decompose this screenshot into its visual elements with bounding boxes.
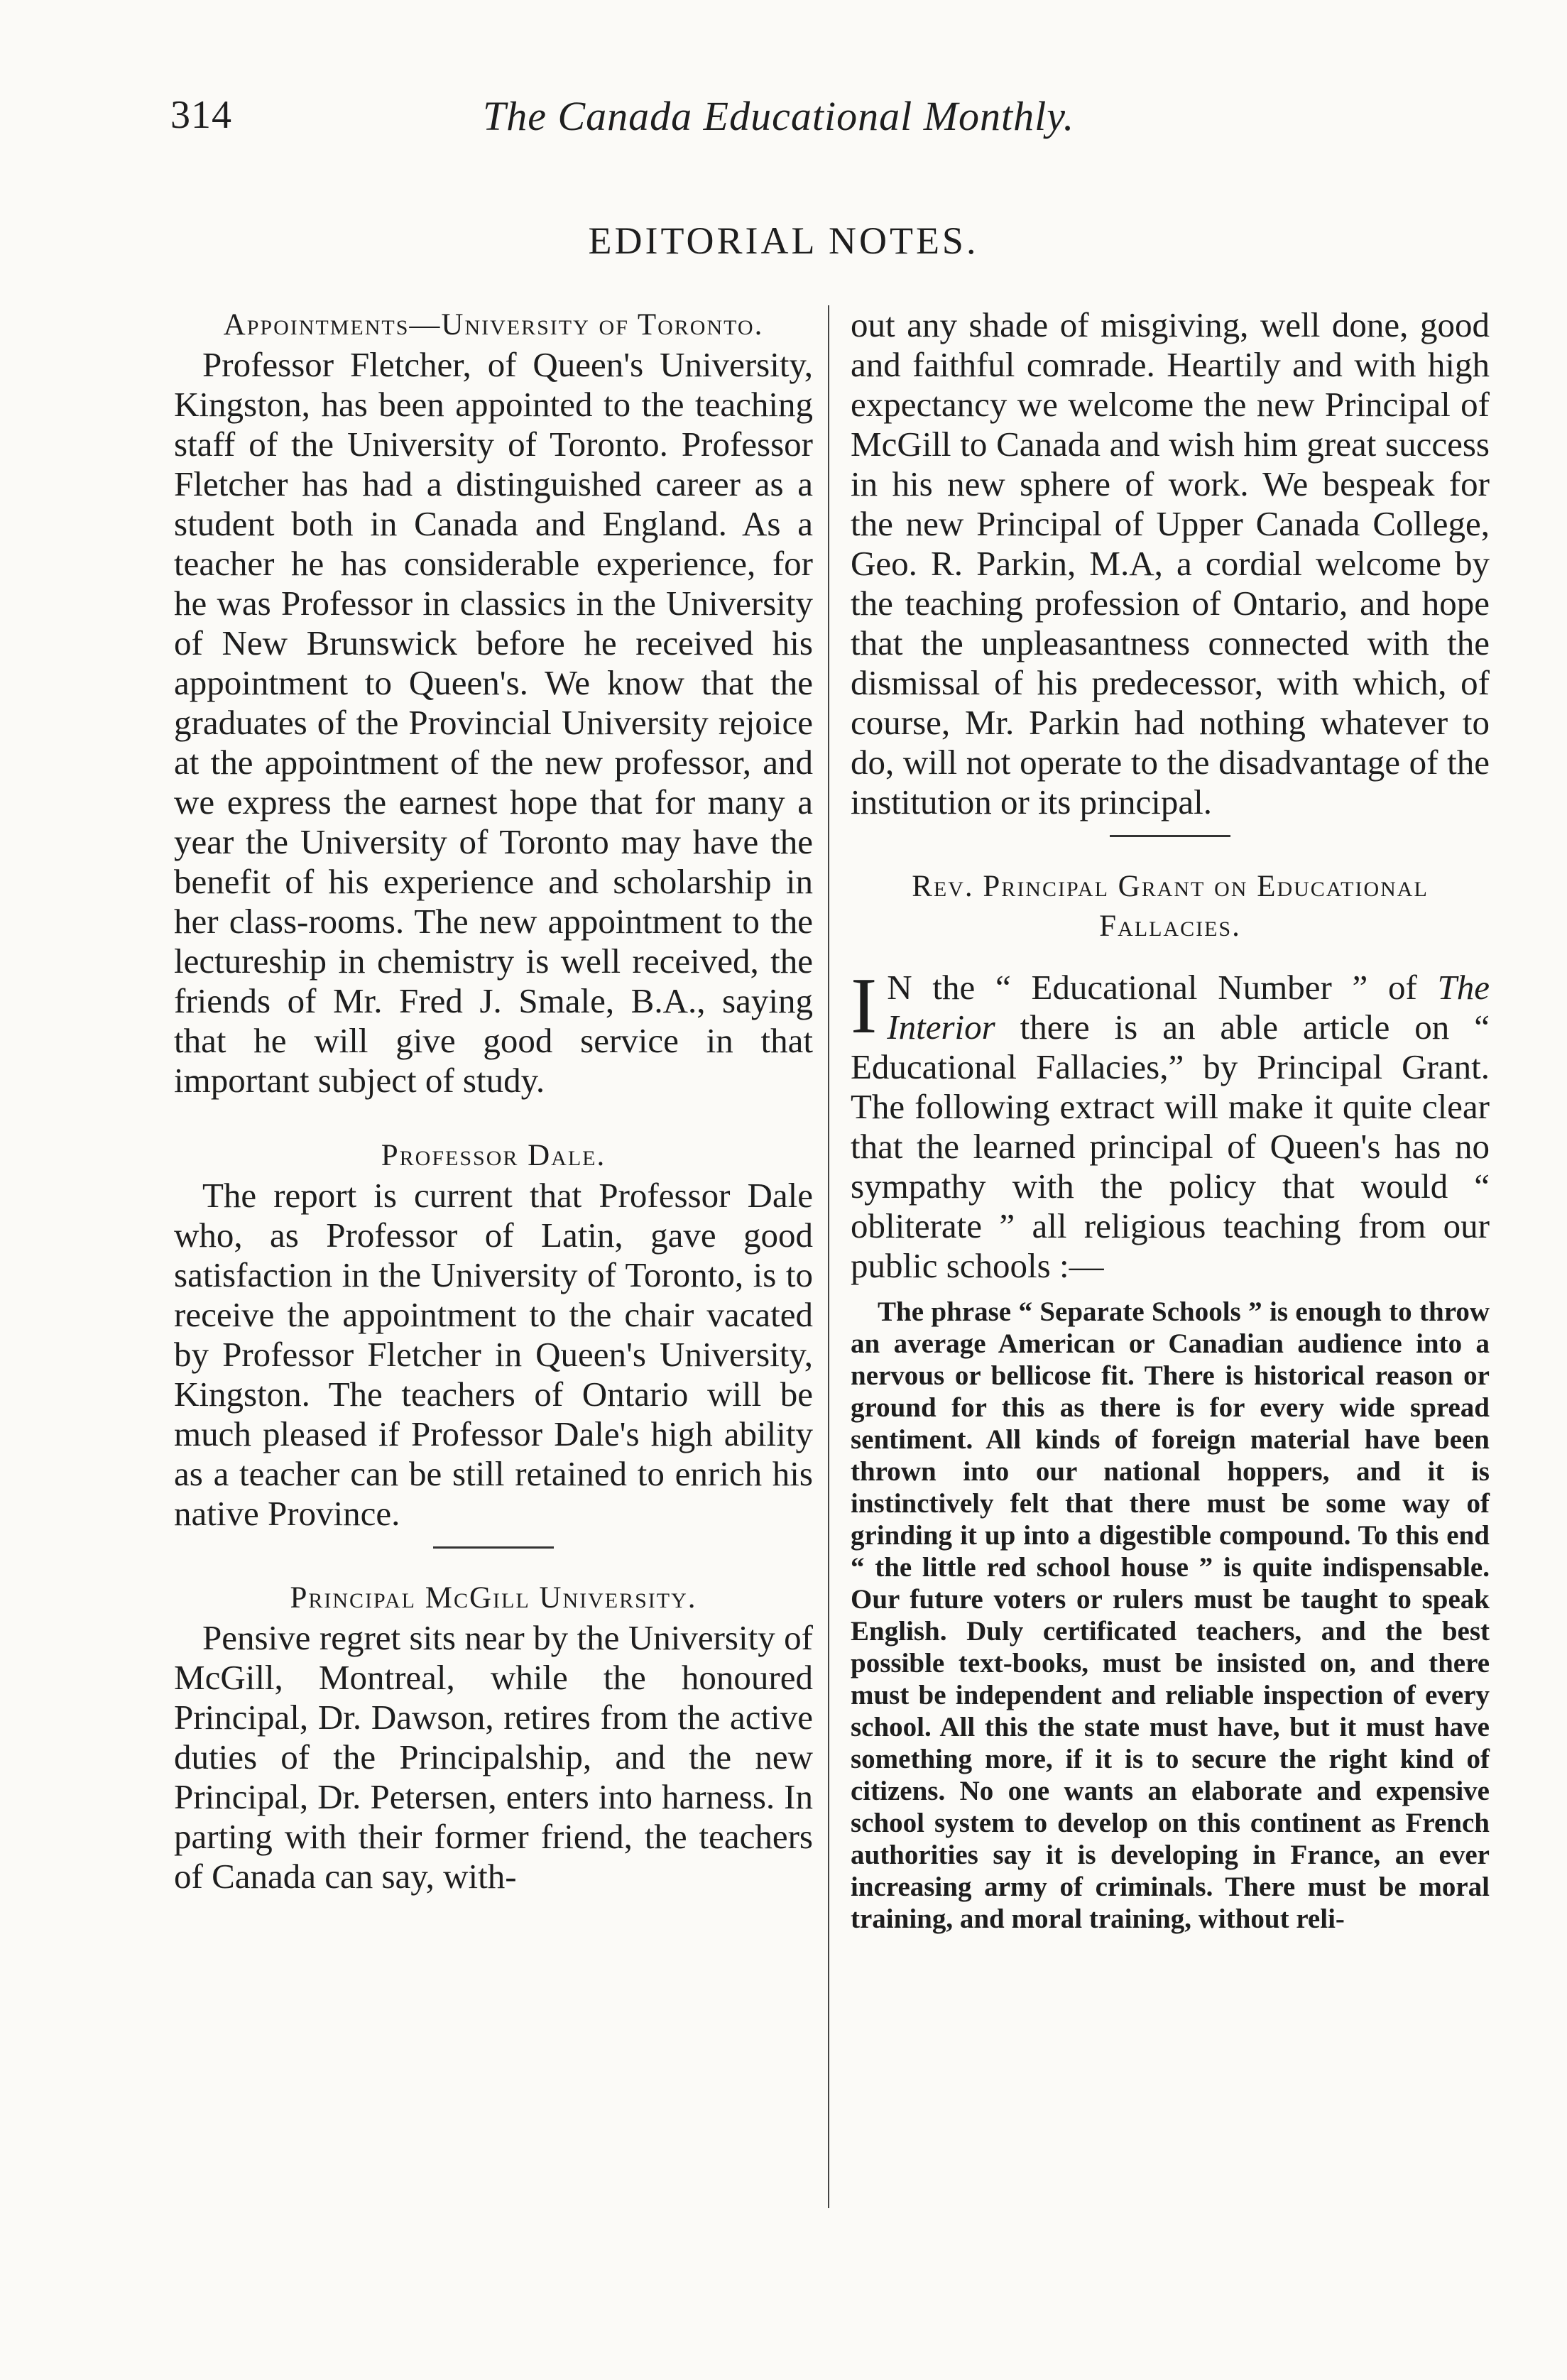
journal-title: The Interior <box>887 968 1490 1047</box>
page-number: 314 <box>170 93 232 137</box>
section-rule <box>433 1546 554 1549</box>
right-column <box>851 305 1490 1935</box>
paragraph-educational-fallacies <box>851 962 1490 1286</box>
heading-educational-fallacies: Rev. Principal Grant on Educational Fallacies. <box>912 870 1429 943</box>
section-rule <box>1110 835 1230 837</box>
text-span: N the “ Educational Number ” of <box>887 968 1438 1007</box>
paragraph-professor-dale: The report is current that Professor Dale who, as Professor of Latin, gave good satisfaction in the University of Toronto, is to receive the appointment to the chair vacated by Professor Fletcher in Queen's University, Kingston. The teachers of Ontario will be much pleased if Professor Dale's high ability as a teacher can be still retained to enrich his native Province. <box>174 1176 813 1533</box>
paragraph-continued: out any shade of misgiving, well done, good and faithful comrade. Heartily and with high expectancy we welcome the new Principal of McGill to Canada and wish him great success in his new sphere of work. We bespeak for the new Principal of Upper Canada College, Geo. R. Parkin, M.A, a cordial welcome by the teaching profession of Ontario, and hope that the unpleasantness connected with the dismissal of his predecessor, with which, of course, Mr. Parkin had nothing whatever to do, will not operate to the disadvantage of the institution or its principal. <box>851 305 1490 821</box>
paragraph-principal-mcgill: Pensive regret sits near by the University of McGill, Montreal, while the honoured Principal, Dr. Dawson, retires from the active duties of the Principalship, and the new Principal, Dr. Petersen, enters into harness. In parting with their former friend, the teachers of Canada can say, with- <box>174 1618 813 1896</box>
heading-professor-dale: Professor Dale. <box>381 1139 606 1172</box>
drop-cap: I <box>851 962 878 1050</box>
column-divider <box>828 305 829 2208</box>
heading-principal-mcgill: Principal McGill University. <box>290 1581 697 1615</box>
section-title: EDITORIAL NOTES. <box>588 219 979 262</box>
paragraph-appointments: Professor Fletcher, of Queen's University, Kingston, has been appointed to the teaching staff of the University of Toronto. Professor Fletcher has had a distinguished career as a student both in Canada and England. As a teacher he has considerable experience, for he was Professor in classics in the University of New Brunswick before he received his appointment to Queen's. We know that the graduates of the Provincial University rejoice at the appointment of the new professor, and we express the earnest hope that for many a year the University of Toronto may have the benefit of his experience and scholarship in her class-rooms. The new appointment to the lectureship in chemistry is well received, the friends of Mr. Fred J. Smale, B.A., saying that he will give good service in that important subject of study. <box>174 345 813 1100</box>
block-quote: The phrase “ Separate Schools ” is enough to throw an average American or Canadian audience into a nervous or bellicose fit. There is historical reason or ground for this as there is for every wide spread sentiment. All kinds of foreign material have been thrown into our national hoppers, and it is instinctively felt that there must be some way of grinding it up into a digestible compound. To this end “ the little red school house ” is quite indispensable. Our future voters or rulers must be taught to speak English. Duly certificated teachers, and the best possible text-books, must be insisted on, and there must be independent and reliable inspection of every school. All this the state must have, but it must have something more, if it is to secure the right kind of citizens. No one wants an elaborate and expensive school system to develop on this continent as French authorities say it is developing in France, an ever increasing army of criminals. There must be moral training, and moral training, without reli- <box>851 1297 1490 1934</box>
page-header <box>170 92 1397 149</box>
heading-appointments: Appointments—University of Toronto. <box>223 308 764 342</box>
left-column <box>174 305 813 1896</box>
running-title: The Canada Educational Monthly. <box>483 93 1075 139</box>
text-span: there is an able article on “ Educational Fallacies,” by Principal Grant. The following extract will make it quite clear that the learned principal of Queen's has no sympathy with the policy that would “ obliterate ” all religious teaching from our public schools :— <box>851 1008 1490 1285</box>
